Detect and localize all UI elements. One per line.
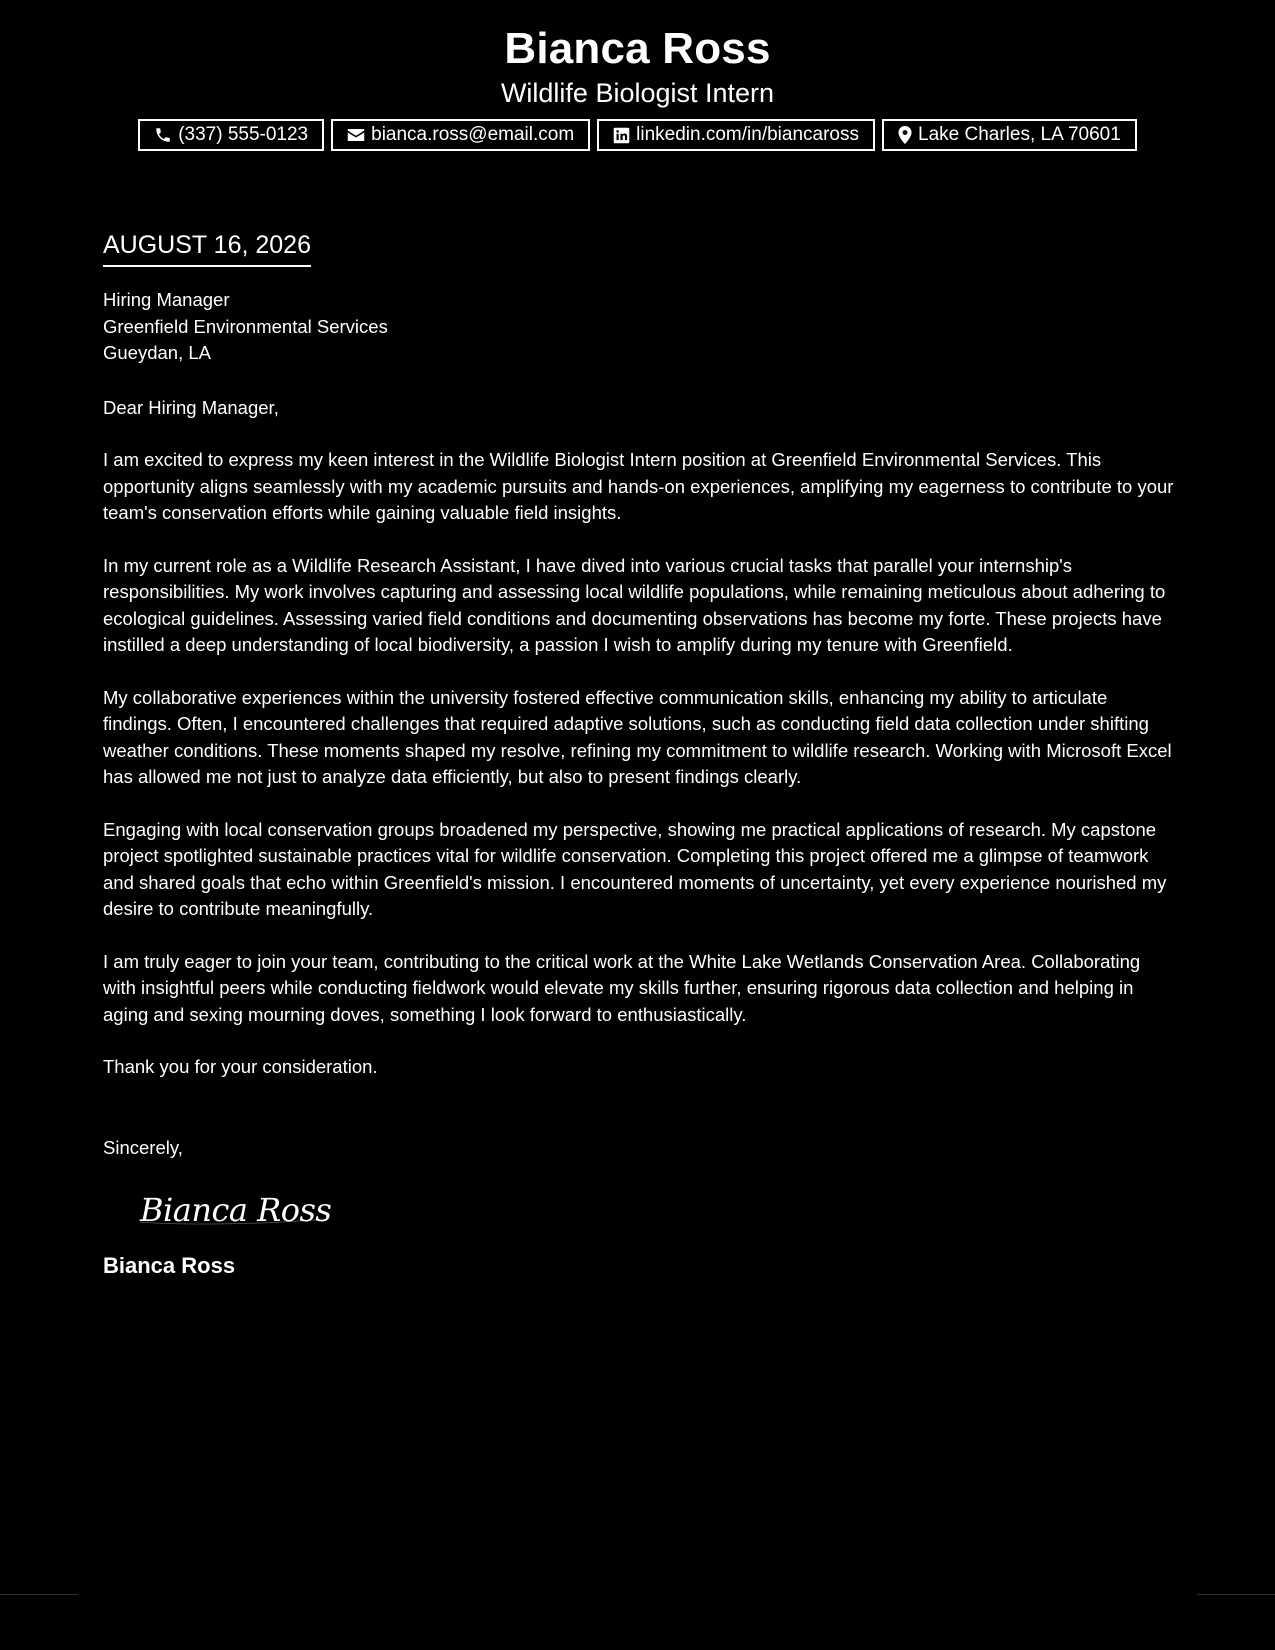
contact-phone: [138, 119, 324, 151]
contact-linkedin-text: linkedin.com/in/biancaross: [636, 124, 859, 145]
contact-bar: [0, 119, 1275, 151]
phone-icon: [154, 126, 172, 144]
recipient-block: [103, 287, 1178, 367]
letter-date: AUGUST 16, 2026: [103, 228, 311, 267]
applicant-title: Wildlife Biologist Intern: [500, 78, 775, 108]
recipient-company: Greenfield Environmental Services: [103, 315, 388, 337]
footer-divider-right: [1197, 1594, 1275, 1595]
body-paragraph: I am excited to express my keen interest in the Wildlife Biologist Intern position at Greenfield Environmental Services. This opportunity aligns seamlessly with my academic pursuits and hands-on experiences, amplifying my eagerness to contribute to your team's conservation efforts while gaining valuable field insights.: [103, 449, 1174, 523]
salutation: Dear Hiring Manager,: [103, 396, 279, 418]
letter-body: [103, 228, 1178, 1281]
contact-linkedin[interactable]: [597, 119, 875, 151]
envelope-icon: [347, 127, 365, 143]
thank-you-line: Thank you for your consideration.: [103, 1056, 378, 1077]
applicant-name: Bianca Ross: [504, 24, 771, 73]
recipient-name: Hiring Manager: [103, 289, 230, 310]
signed-name: Bianca Ross: [103, 1253, 236, 1278]
contact-email[interactable]: [331, 119, 590, 151]
body-paragraph: Engaging with local conservation groups broadened my perspective, showing me practical applications of research. My capstone project spotlighted sustainable practices vital for wildlife conservation. Completing this project offered me a glimpse of teamwork and shared goals that echo within Greenfield's mission. I encountered moments of uncertainty, yet every experience nourished my desire to contribute meaningfully.: [103, 818, 1167, 919]
contact-location: [882, 119, 1137, 151]
footer-divider-left: [0, 1594, 78, 1595]
handwritten-signature: [138, 1189, 1178, 1231]
contact-phone-text: (337) 555-0123: [178, 124, 309, 145]
body-paragraph: I am truly eager to join your team, contributing to the critical work at the White Lake Wetlands Conservation Area. Collaborating with insightful peers while conducting fieldwork would elevate my skills further, ensuring rigorous data collection and helping in aging and sexing mourning doves, something I look forward to enthusiastically.: [103, 950, 1141, 1025]
map-marker-icon: [898, 126, 912, 144]
closing: Sincerely,: [103, 1136, 183, 1158]
body-paragraph: In my current role as a Wildlife Research Assistant, I have dived into various crucial tasks that parallel your internship's responsibilities. My work involves capturing and assessing local wildlife populations, while remaining meticulous about adhering to ecological guidelines. Assessing varied field conditions and documenting observations has become my forte. These projects have instilled a deep understanding of local biodiversity, a passion I wish to amplify during my tenure with Greenfield.: [103, 554, 1166, 655]
contact-email-text: bianca.ross@email.com: [371, 124, 575, 145]
contact-location-text: Lake Charles, LA 70601: [918, 124, 1121, 145]
recipient-location: Gueydan, LA: [103, 342, 211, 363]
letterhead: [0, 0, 1275, 151]
body-paragraph: My collaborative experiences within the university fostered effective communication skills, enhancing my ability to articulate findings. Often, I encountered challenges that required adaptive solutions, such as conducting field data collection under shifting weather conditions. These moments shaped my resolve, refining my commitment to wildlife research. Working with Microsoft Excel has allowed me not just to analyze data efficiently, but also to present findings clearly.: [103, 686, 1172, 787]
linkedin-icon: [613, 127, 630, 144]
svg-text:Bianca Ross: Bianca Ross: [140, 1191, 332, 1229]
